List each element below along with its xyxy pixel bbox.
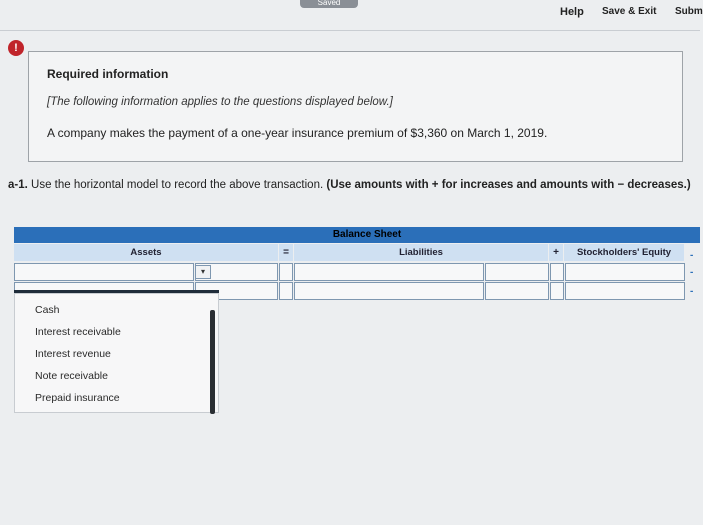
dropdown-option-cash[interactable]: Cash [35, 304, 60, 316]
plus-sign: + [549, 244, 563, 261]
liability-amount-input[interactable] [485, 263, 549, 281]
equals-sign: = [279, 244, 293, 261]
liability-account-select[interactable] [294, 263, 484, 281]
balance-sheet-header [14, 227, 700, 243]
dropdown-option-prepaid-insurance[interactable]: Prepaid insurance [35, 392, 120, 404]
help-link[interactable]: Help [560, 6, 584, 18]
equity-account-select[interactable] [565, 282, 685, 300]
top-divider [0, 30, 700, 31]
side-dash-marker: - [690, 286, 694, 297]
chevron-down-icon[interactable]: ▾ [195, 265, 211, 279]
equals-spacer [279, 263, 293, 281]
required-info-box [28, 51, 683, 162]
required-info-body: A company makes the payment of a one-year insurance premium of $3,360 on March 1, 2019. [47, 126, 548, 140]
equity-header: Stockholders' Equity [564, 244, 684, 261]
side-dash-marker: - [690, 250, 694, 261]
assets-header: Assets [14, 244, 278, 261]
dropdown-scrollbar[interactable] [210, 310, 215, 414]
liability-amount-input[interactable] [485, 282, 549, 300]
plus-spacer [550, 282, 564, 300]
submit-link[interactable]: Subm [675, 6, 703, 17]
equity-account-select[interactable] [565, 263, 685, 281]
dropdown-option-note-receivable[interactable]: Note receivable [35, 370, 108, 382]
equals-spacer [279, 282, 293, 300]
alert-icon: ! [8, 40, 24, 56]
required-info-subtitle: [The following information applies to the questions displayed below.] [47, 96, 393, 108]
balance-sheet-title: Balance Sheet [332, 229, 402, 240]
question-text [8, 178, 692, 192]
question-instruction: (Use amounts with + for increases and amounts with − decreases.) [326, 179, 691, 191]
dropdown-option-interest-receivable[interactable]: Interest receivable [35, 326, 121, 338]
dropdown-option-interest-revenue[interactable]: Interest revenue [35, 348, 111, 360]
plus-spacer [550, 263, 564, 281]
top-bar [0, 0, 703, 30]
asset-account-select[interactable] [14, 263, 194, 281]
question-prompt: Use the horizontal model to record the above transaction. [31, 179, 324, 191]
saved-indicator: Saved [300, 0, 358, 8]
side-dash-marker: - [690, 267, 694, 278]
liability-account-select[interactable] [294, 282, 484, 300]
question-label: a-1. [8, 179, 28, 191]
liabilities-header: Liabilities [294, 244, 548, 261]
account-dropdown-list [14, 293, 219, 413]
input-row-1 [14, 263, 700, 281]
save-exit-link[interactable]: Save & Exit [602, 6, 657, 17]
required-info-title: Required information [47, 67, 169, 81]
